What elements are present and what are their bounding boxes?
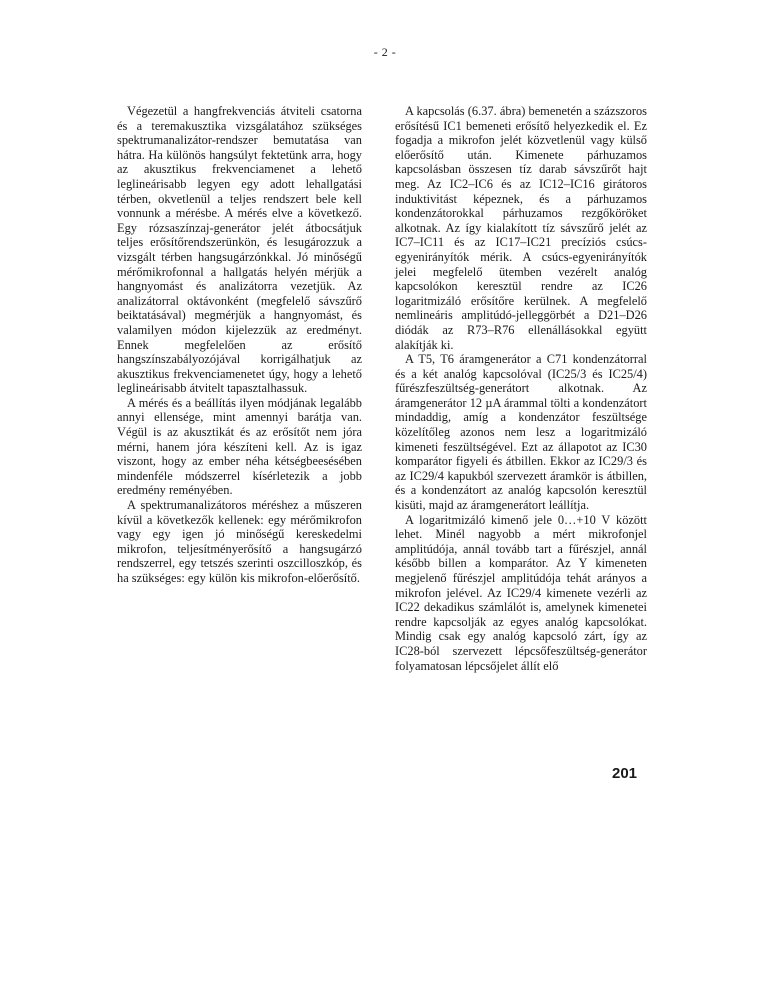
paragraph: A T5, T6 áramgenerátor a C71 kondenzátorral és a két analóg kapcsolóval (IC25/3 és IC25/4) fűrészfeszültség-generátort alkotnak. Az áramgenerátor 12 µA árammal tölti a kondenzátort mindaddig, amíg a kondenzátor feszültsége közelítőleg azonos nem lesz a logaritmizáló kimeneti feszültségével. Ezt az állapotot az IC30 komparátor figyeli és átbillen. Ekkor az IC29/3 és az IC29/4 kapukból szervezett áramkör is átbillen, és a kondenzátort az analóg kapcsolón keresztül kisüti, majd az áramgenerátort leállítja. bbox=[395, 352, 647, 513]
paragraph: Végezetül a hangfrekvenciás átviteli csatorna és a teremakusztika vizsgálatához szükséges spektrumanalizátor-rendszer bemutatása van hátra. Ha különös hangsúlyt fektetünk arra, hogy az akusztikus frekvenciamenet a lehető leglineárisabb legyen egy adott lehallgatási térben, okvetlenül a teljes rendszert bele kell vonnunk a mérésbe. A mérés elve a következő. Egy rózsaszínzaj-generátor jelét átbocsátjuk teljes erősítőrendszerünkön, és lesugározzuk a vizsgált térben hangsugárzónkkal. Jó minőségű mérőmikrofonnal a hallgatás helyén mérjük a hangnyomást és analizátorra vezetjük. Az analizátorral oktávonként (megfelelő sávszűrő beiktatásával) megmérjük a hangnyomást, és valamilyen módon kijelezzük az eredményt. Ennek megfelelően az erősítő hangszínszabályozójával korrigálhatjuk az akusztikus frekvenciamenetet úgy, hogy a lehető leglineárisabb átvitelt tapasztalhassuk. bbox=[117, 104, 362, 396]
paragraph: A kapcsolás (6.37. ábra) bemenetén a százszoros erősítésű IC1 bemeneti erősítő helyezkedik el. Ez fogadja a mikrofon jelét közvetlenül vagy külső előerősítő után. Kimenete párhuzamos kapcsolásban összesen tíz darab sávszűrőt hajt meg. Az IC2–IC6 és az IC12–IC16 girátoros induktivitást képeznek, és a párhuzamos kondenzátorokkal párhuzamos rezgőköröket alkotnak. Az így kialakított tíz sávszűrő jelét az IC7–IC11 és az IC17–IC21 precíziós csúcs-egyenirányítók mérik. A csúcs-egyenirányítók jelei megfelelő ütemben vezérelt analóg kapcsolókon keresztül rendre az IC26 logaritmizáló erősítőre kerülnek. A megfelelő nemlineáris amplitúdó-jelleggörbét a D21–D26 diódák az R73–R76 ellenállásokkal együtt alakítják ki. bbox=[395, 104, 647, 352]
paragraph: A logaritmizáló kimenő jele 0…+10 V között lehet. Minél nagyobb a mért mikrofonjel amplitúdója, annál tovább tart a fűrészjel, annál később billen a komparátor. Az Y kimeneten megjelenő fűrészjel amplitúdója tehát arányos a mikrofon jelével. Az IC29/4 kimenete vezérli az IC22 dekadikus számlálót is, amelynek kimenetei rendre kapcsolják az egyes analóg kapcsolókat. Mindig csak egy analóg kapcsoló zárt, így az IC28-ból szervezett lépcsőfeszültség-generátor folyamatosan lépcsőjelet állít elő bbox=[395, 512, 647, 673]
page-number: 201 bbox=[612, 765, 638, 782]
right-text-column bbox=[395, 104, 647, 673]
page-header-marker: - 2 - bbox=[373, 45, 397, 59]
left-text-column bbox=[117, 104, 362, 586]
paragraph: A mérés és a beállítás ilyen módjának legalább annyi ellensége, mint amennyi barátja van. Végül is az akusztikát és az erősítőt nem jóra mérni, hanem jóra készíteni kell. Az is igaz viszont, hogy az ember néha kétségbeesésében mindenféle módszerrel kísérletezik a jobb eredmény reményében. bbox=[117, 395, 362, 498]
paragraph: A spektrumanalizátoros méréshez a műszeren kívül a következők kellenek: egy mérőmikrofon vagy egy igen jó minőségű kereskedelmi mikrofon, teljesítményerősítő a hangsugárzó rendszerrel, egy tetszés szerinti oszcilloszkóp, és ha szükséges: egy külön kis mikrofon-előerősítő. bbox=[117, 498, 362, 585]
